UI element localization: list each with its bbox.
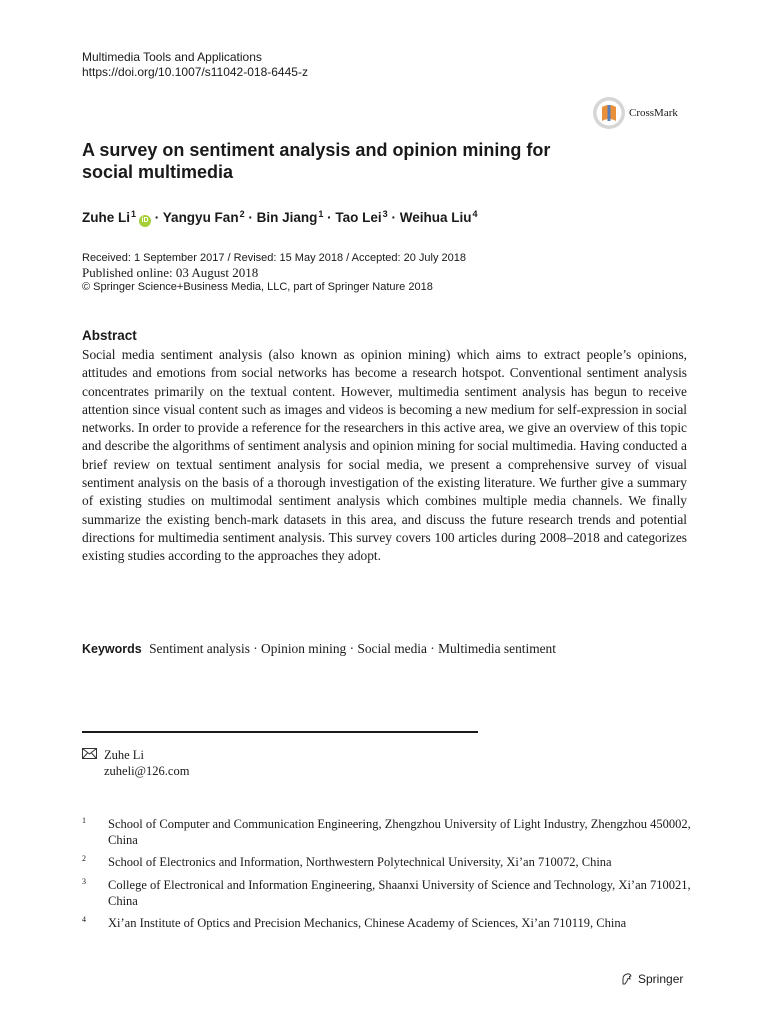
crossmark-label: CrossMark bbox=[629, 107, 678, 119]
affiliation-item bbox=[82, 854, 692, 870]
abstract-text: Social media sentiment analysis (also known as opinion mining) which aims to extract people’s opinions, attitudes and emotions from social networks has become a research hotspot. Conventional sentiment analysis concentrates primarily on the textual content. However, multimedia sentiment analysis has begun to receive attention since visual content such as images and videos is becoming a new medium for self-expression in social networks. In order to provide a reference for the researchers in this active area, we give an overview of this topic and describe the algorithms of sentiment analysis and opinion mining for social multimedia. Having conducted a brief review on textual sentiment analysis for social media, we present a comprehensive survey of visual sentiment analysis on the basis of a thorough investigation of the existing literature. We further give a summary of existing studies on multimodal sentiment analysis which combines multiple media channels. We finally summarize the existing bench-mark datasets in this area, and discuss the future research trends and potential directions for multimedia sentiment analysis. This survey covers 100 articles during 2008–2018 and categorizes existing studies according to the approaches they adopt. bbox=[82, 347, 687, 564]
affiliation-number: 3 bbox=[82, 877, 86, 886]
author-affil-sup: 4 bbox=[472, 209, 478, 219]
crossmark-badge[interactable] bbox=[592, 96, 678, 130]
affiliation-item bbox=[82, 915, 692, 931]
publisher-name: Springer bbox=[638, 972, 684, 986]
affiliation-text: Xi’an Institute of Optics and Precision Mechanics, Chinese Academy of Sciences, Xi’an 710119, China bbox=[108, 916, 627, 930]
affiliation-item bbox=[82, 877, 692, 909]
orcid-icon[interactable]: iD bbox=[139, 215, 151, 227]
keywords-text: Sentiment analysis · Opinion mining · Social media · Multimedia sentiment bbox=[149, 641, 556, 656]
affiliation-text: School of Computer and Communication Engineering, Zhengzhou University of Light Industry, Zhengzhou 450002, China bbox=[108, 817, 691, 847]
corresponding-author-email[interactable]: zuheli@126.com bbox=[104, 764, 190, 778]
author-list: Zuhe $Li^1iD$ · Yangyu Fan$^2$ · Bin Jiang$^1$ · Tao Lei$^3$ · Weihua Liu$^4$ bbox=[82, 209, 478, 225]
springer-horse-icon bbox=[620, 972, 634, 986]
author-affil-sup: 1 bbox=[131, 209, 137, 219]
author-name[interactable]: Zuhe Li bbox=[82, 210, 130, 225]
paper-title: A survey on sentiment analysis and opinion mining for social multimedia bbox=[82, 140, 551, 182]
author-name[interactable]: Yangyu Fan bbox=[162, 210, 239, 225]
affiliation-number: 4 bbox=[82, 915, 86, 924]
author-name[interactable]: Tao Lei bbox=[335, 210, 382, 225]
affiliation-item bbox=[82, 816, 692, 848]
abstract-heading: Abstract bbox=[82, 328, 137, 343]
author-affil-sup: 3 bbox=[382, 209, 388, 219]
corresponding-author-name: Zuhe Li bbox=[104, 748, 144, 762]
footnote-divider bbox=[82, 731, 478, 733]
envelope-icon bbox=[82, 747, 104, 763]
doi-link[interactable]: https://doi.org/10.1007/s11042-018-6445-z bbox=[82, 65, 308, 79]
author-affil-sup: 1 bbox=[318, 209, 324, 219]
copyright-line: © Springer Science+Business Media, LLC, part of Springer Nature 2018 bbox=[82, 281, 433, 293]
received-dates: Received: 1 September 2017 / Revised: 15 May 2018 / Accepted: 20 July 2018 bbox=[82, 252, 467, 264]
crossmark-icon bbox=[592, 96, 626, 130]
affiliation-number: 2 bbox=[82, 854, 86, 863]
author-affil-sup: 2 bbox=[239, 209, 245, 219]
journal-name: Multimedia Tools and Applications bbox=[82, 50, 262, 64]
affiliation-text: School of Electronics and Information, Northwestern Polytechnical University, Xi’an 710072, China bbox=[108, 855, 612, 869]
keywords-line bbox=[82, 641, 556, 657]
author-name[interactable]: Bin Jiang bbox=[256, 210, 318, 225]
affiliation-number: 1 bbox=[82, 816, 86, 825]
author-name[interactable]: Weihua Liu bbox=[399, 210, 472, 225]
keywords-label: Keywords bbox=[82, 642, 142, 656]
affiliation-text: College of Electronical and Information Engineering, Shaanxi University of Science and Technology, Xi’an 710021, China bbox=[108, 878, 691, 908]
journal-header bbox=[82, 50, 308, 80]
published-date: Published online: 03 August 2018 bbox=[82, 265, 259, 280]
publisher-logo bbox=[620, 972, 683, 986]
correspondence-block bbox=[82, 747, 189, 779]
